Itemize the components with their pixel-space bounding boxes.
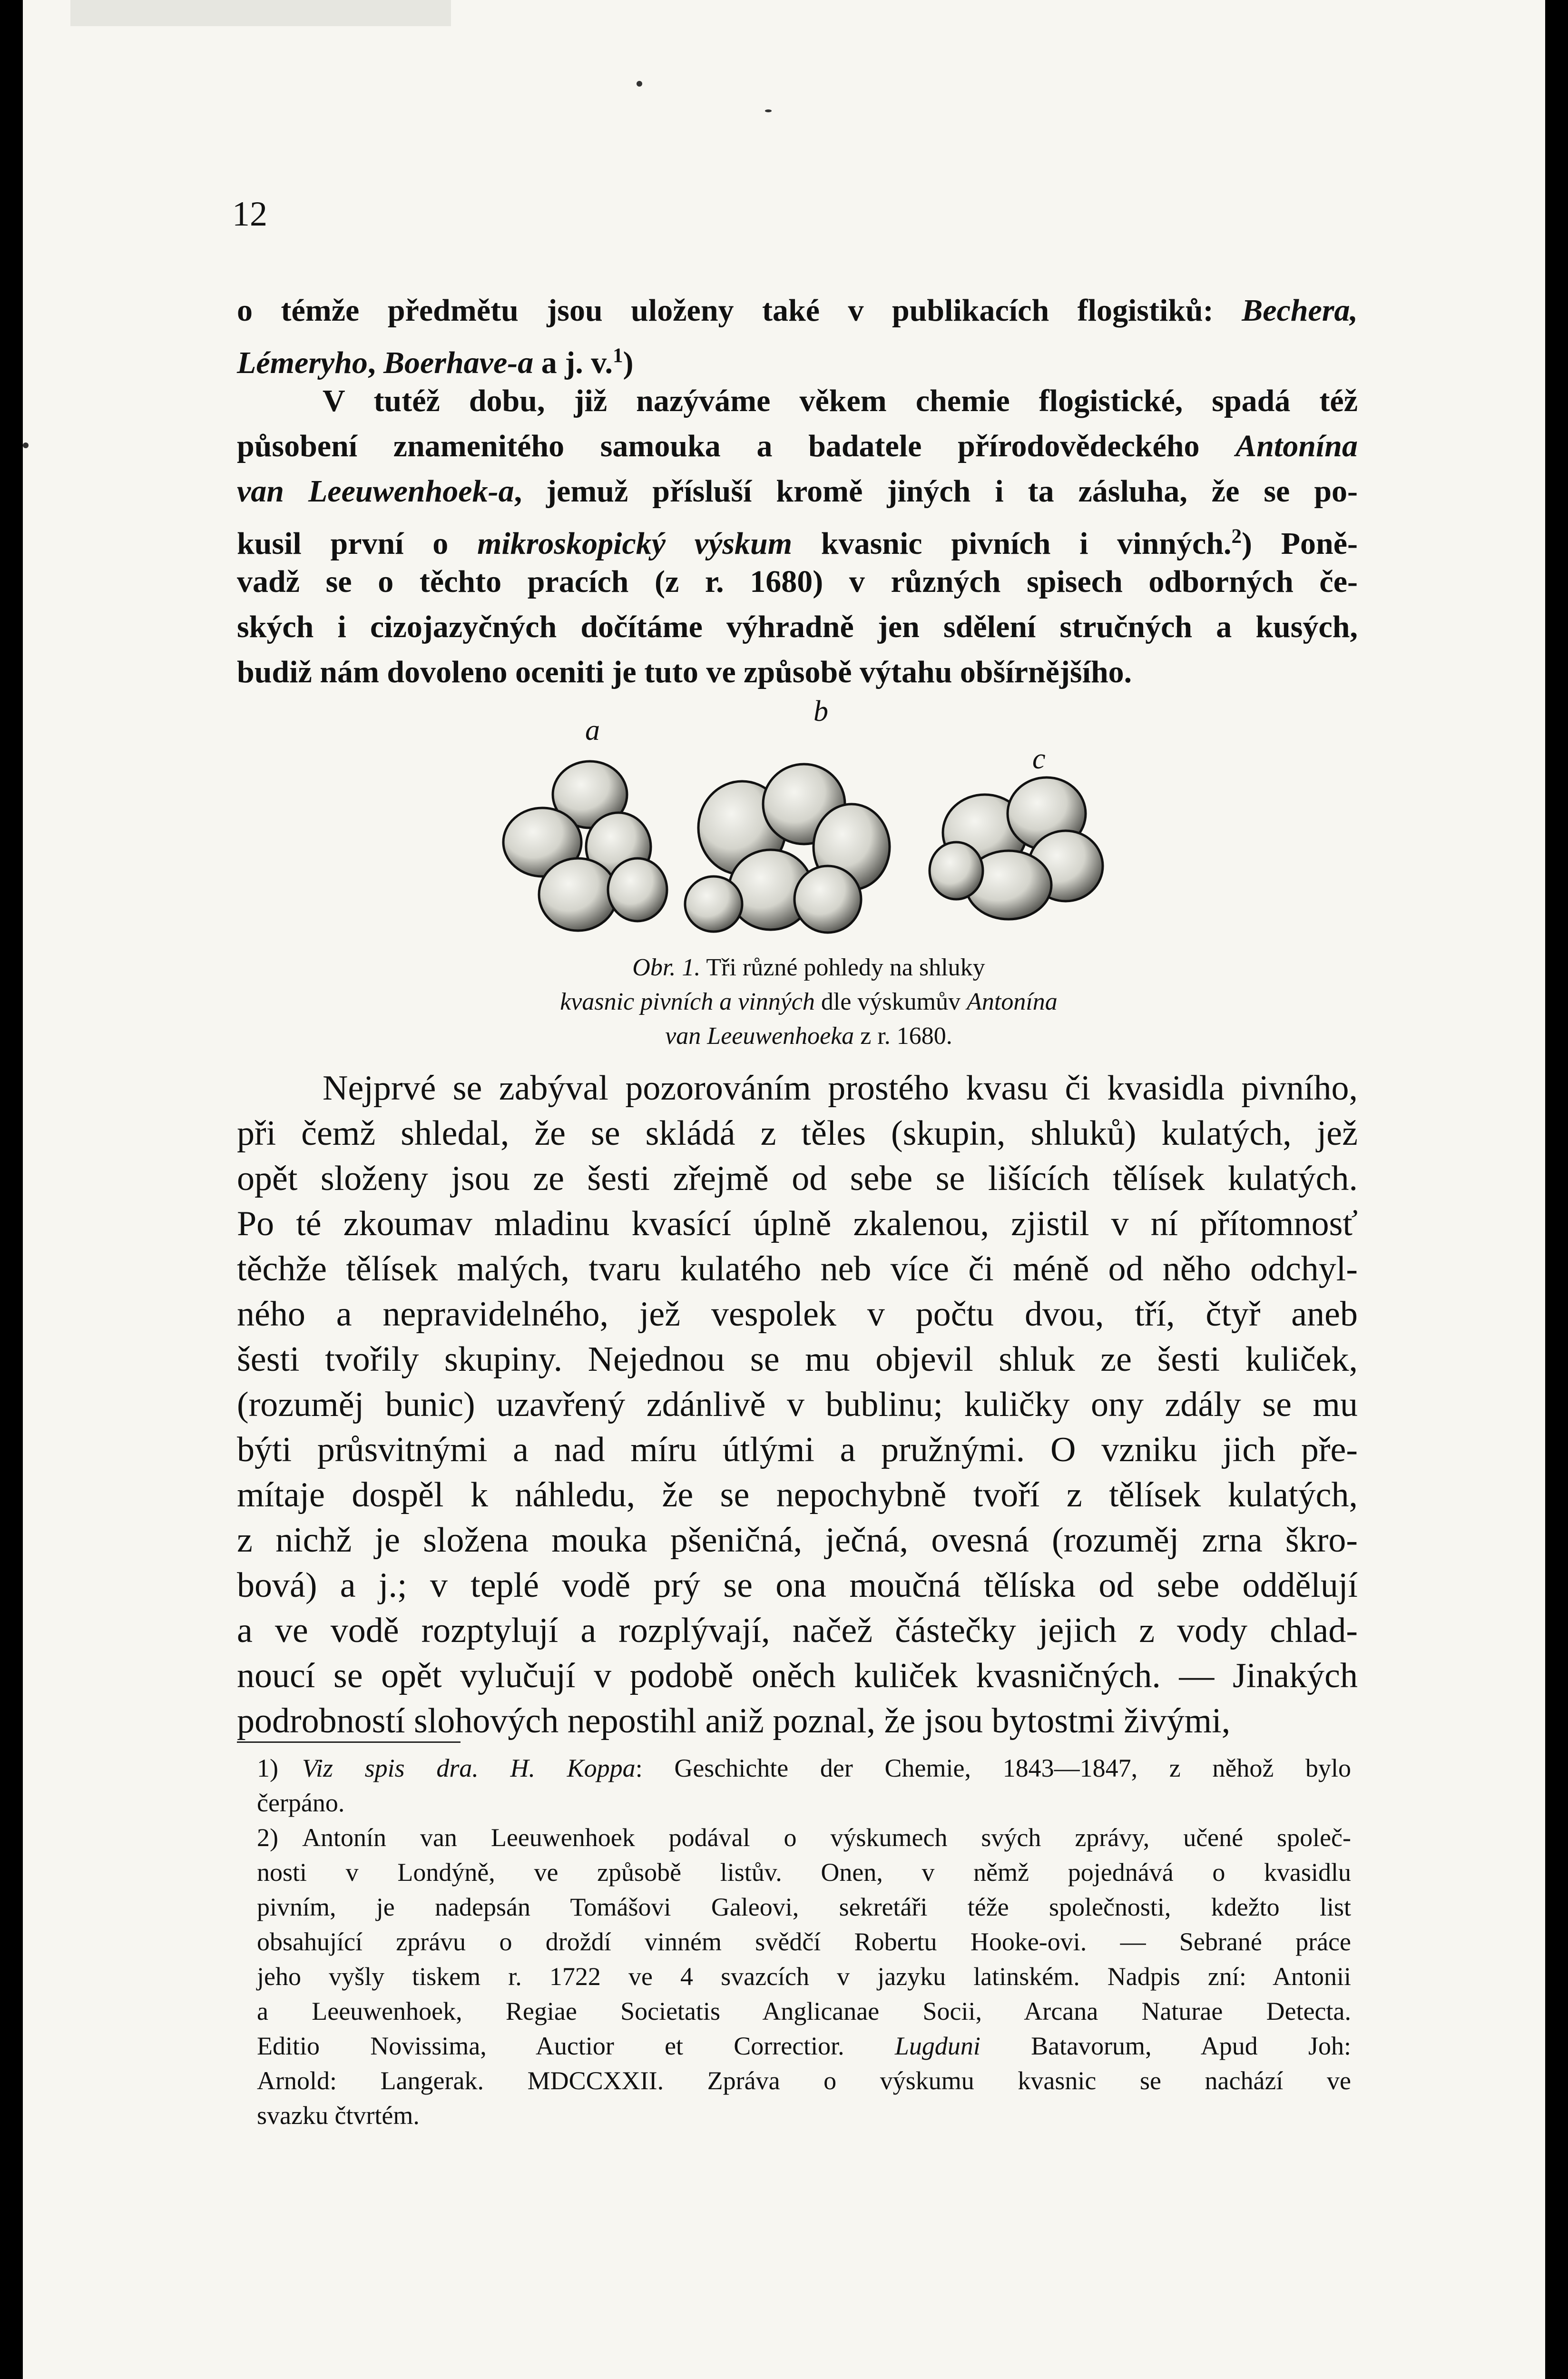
italic-text: Antonína — [967, 988, 1058, 1015]
text-line: ného a nepravidelného, jež vespolek v počtu dvou, tří, čtyř aneb — [237, 1295, 1358, 1334]
footnote-line: a Leeuwenhoek, Regiae Societatis Anglicanae Socii, Arcana Naturae Detecta. — [257, 1997, 1351, 2025]
paragraph-leeuwenhoek — [237, 378, 1358, 695]
yeast-cluster-figure — [476, 695, 1151, 952]
text-line: o témže předmětu jsou uloženy také v publikacích flogistiků: Bechera, — [237, 293, 1358, 328]
text-line: V tutéž dobu, již nazýváme věkem chemie flogistické, spadá též — [323, 383, 1358, 418]
dust-speck — [765, 109, 772, 112]
text-line: bová) a j.; v teplé vodě prý se ona moučná tělíska od sebe oddělují — [237, 1566, 1358, 1605]
cluster-b — [685, 764, 890, 933]
page-number: 12 — [232, 195, 267, 234]
text-line: z nichž je složena mouka pšeničná, ječná, ovesná (rozuměj zrna škro- — [237, 1521, 1358, 1560]
text-line: vadž se o těchto pracích (z r. 1680) v různých spisech odborných če- — [237, 564, 1358, 599]
italic-text: Bechera, — [1242, 293, 1358, 328]
caption-line: van Leeuwenhoeka z r. 1680. — [665, 1022, 952, 1050]
footnote-ref: 1 — [613, 344, 623, 367]
paragraph-intro — [237, 288, 1358, 378]
footnotes — [257, 1751, 1351, 2133]
text-line: a ve vodě rozptylují a rozplývají, načež částečky jejich z vody chlad- — [237, 1611, 1358, 1650]
italic-text: van Leeuwenhoek-a — [237, 474, 514, 509]
caption-line: kvasnic pivních a vinných dle výskumův Antonína — [560, 988, 1058, 1015]
cluster-a — [503, 761, 667, 931]
text-line: (rozuměj bunic) uzavřený zdánlivě v bublinu; kuličky ony zdály se mu — [237, 1385, 1358, 1424]
figure-label-b: b — [813, 695, 828, 727]
footnote-line: obsahující zprávu o droždí vinném svědčí Robertu Hooke-ovi. — Sebrané práce — [257, 1927, 1351, 1956]
main-text — [237, 1066, 1358, 1744]
text-line: van Leeuwenhoek-a, jemuž přísluší kromě jiných i ta zásluha, že se po- — [237, 474, 1358, 509]
text-line: opět složeny jsou ze šesti zřejmě od sebe se lišících tělísek kulatých. — [237, 1159, 1358, 1198]
text-line: šesti tvořily skupiny. Nejednou se mu objevil shluk ze šesti kuliček, — [237, 1340, 1358, 1379]
text-line: budiž nám dovoleno oceniti je tuto ve způsobě výtahu obšírnějšího. — [237, 655, 1132, 689]
figure-caption — [333, 951, 1284, 1053]
text-line: mítaje dospěl k náhledu, že se nepochybně tvoří z tělísek kulatých, — [237, 1475, 1358, 1514]
text-line: Lémeryho, Boerhave-a a j. v.$^1$) — [237, 344, 634, 380]
scan-left-edge — [0, 0, 23, 2379]
figure-label-a: a — [585, 714, 600, 747]
footnote-line: jeho vyšly tiskem r. 1722 ve 4 svazcích v jazyku latinském. Nadpis zní: Antonii — [257, 1962, 1351, 1991]
italic-text: van Leeuwenhoeka — [665, 1022, 854, 1050]
italic-text: Lugduni — [894, 2032, 980, 2060]
yeast-cluster-drawing — [476, 704, 1151, 952]
text-line: těchže tělísek malých, tvaru kulatého neb více či méně od něho odchyl- — [237, 1249, 1358, 1288]
footnote-line: Viz spis dra. H. Koppa: Geschichte der Chemie, 1843—1847, z něhož bylo — [302, 1754, 1351, 1782]
italic-text: kvasnic pivních a vinných — [560, 988, 815, 1015]
italic-text: Antonína — [1235, 429, 1358, 463]
footnote-line: nosti v Londýně, ve způsobě listův. Onen, v němž pojednává o kvasidlu — [257, 1858, 1351, 1887]
italic-text: Viz spis dra. — [302, 1754, 510, 1782]
footnote-separator — [237, 1741, 461, 1743]
text-line: podrobností slohových nepostihl aniž poznal, že jsou bytostmi živými, — [237, 1701, 1231, 1740]
scan-top-strip — [70, 0, 451, 26]
footnote-line: Arnold: Langerak. MDCCXXII. Zpráva o výskumu kvasnic se nachází ve — [257, 2066, 1351, 2095]
footnote — [257, 1751, 1351, 1820]
footnote-line: svazku čtvrtém. — [257, 2101, 420, 2130]
text-line: působení znamenitého samouka a badatele přírodovědeckého Antonína — [237, 429, 1358, 463]
text-line: noucí se opět vylučují v podobě oněch kuliček kvasničných. — Jinakých — [237, 1656, 1358, 1695]
text-line: při čemž shledal, že se skládá z těles (skupin, shluků) kulatých, jež — [237, 1114, 1358, 1153]
text-line: kusil první o mikroskopický výskum kvasnic pivních i vinných.$^2$) Poně- — [237, 525, 1358, 561]
italic-text: H. Koppa — [510, 1754, 636, 1782]
footnote-marker: 1) — [257, 1754, 278, 1782]
dust-speck — [637, 81, 642, 87]
footnote-marker: 2) — [257, 1823, 278, 1852]
text-line: Nejprvé se zabýval pozorováním prostého kvasu či kvasidla pivního, — [323, 1069, 1358, 1108]
footnote-line: pivním, je nadepsán Tomášovi Galeovi, sekretáři téže společnosti, kdežto list — [257, 1893, 1351, 1921]
figure-label-c: c — [1032, 743, 1046, 775]
footnote — [257, 1820, 1351, 2133]
italic-text: Lémeryho — [237, 345, 368, 380]
dust-speck — [23, 442, 29, 448]
footnote-line: čerpáno. — [257, 1789, 345, 1817]
footnote-line: Editio Novissima, Auctior et Correctior. Lugduni Batavorum, Apud Joh: — [257, 2032, 1351, 2060]
italic-text: Boerhave-a — [383, 345, 534, 380]
text-line: Po té zkoumav mladinu kvasící úplně zkalenou, zjistil v ní přítomnosť — [237, 1204, 1358, 1243]
caption-line: Obr. 1. Tři různé pohledy na shluky — [632, 954, 985, 981]
footnote-line: Antonín van Leeuwenhoek podával o výskumech svých zprávy, učené společ- — [302, 1823, 1351, 1852]
italic-text: mikroskopický výskum — [477, 526, 793, 561]
text-line: býti průsvitnými a nad míru útlými a pružnými. O vzniku jich pře- — [237, 1430, 1358, 1469]
scan-right-edge — [1545, 0, 1568, 2379]
italic-text: Obr. 1. — [632, 954, 701, 981]
footnote-ref: 2 — [1231, 525, 1242, 548]
text-line: ských i cizojazyčných dočítáme výhradně jen sdělení stručných a kusých, — [237, 609, 1358, 644]
cluster-c — [930, 777, 1103, 919]
